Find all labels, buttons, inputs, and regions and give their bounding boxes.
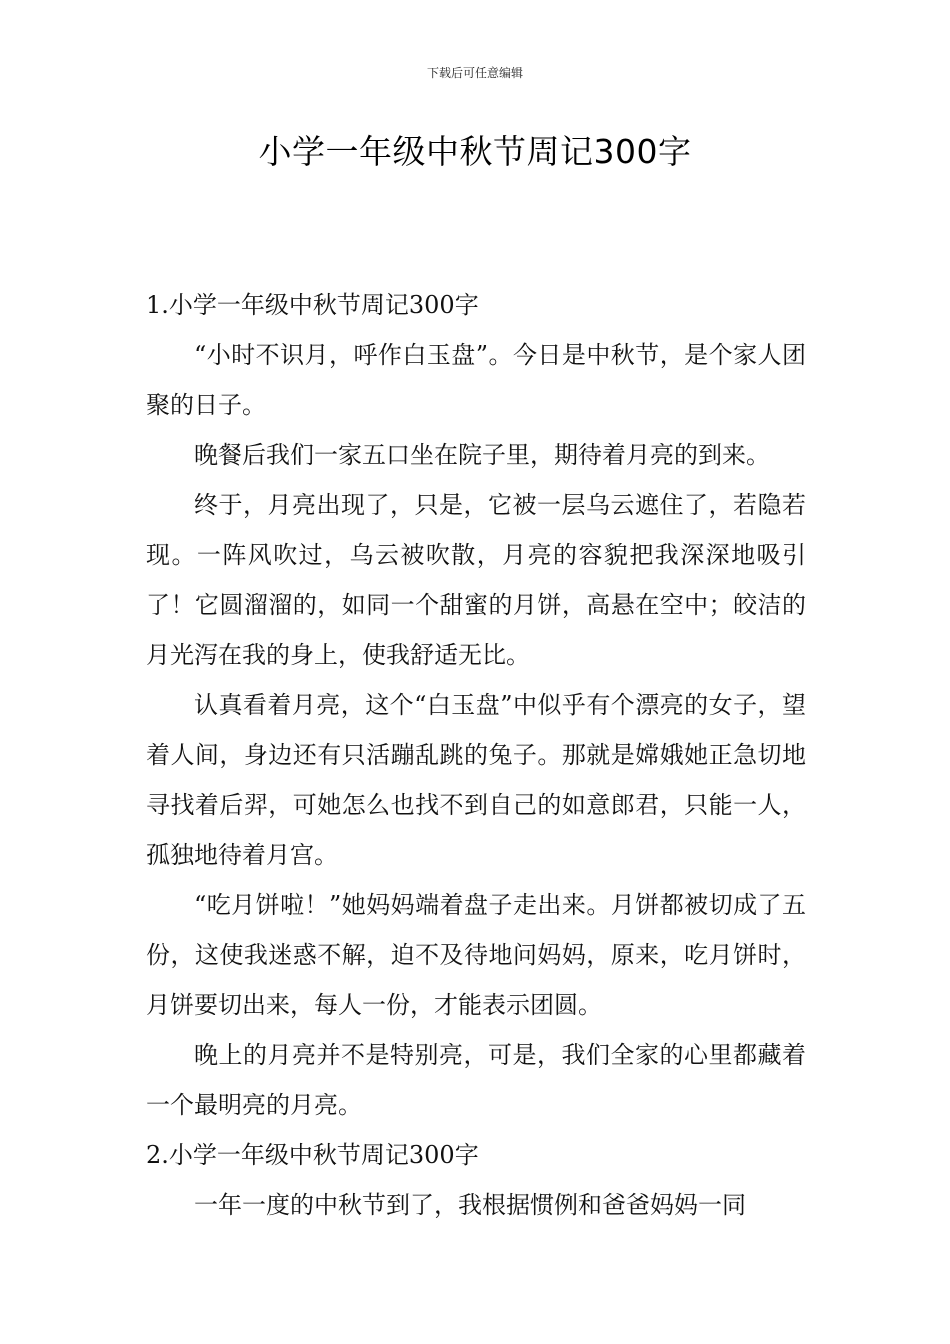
paragraph: 终于，月亮出现了，只是，它被一层乌云遮住了，若隐若现。一阵风吹过，乌云被吹散，月亮的容貌把我深深地吸引了！它圆溜溜的，如同一个甜蜜的月饼，高悬在空中；皎洁的月光泻在我的身上，使我舒适无比。 xyxy=(146,491,806,669)
paragraph: “吃月饼啦！”她妈妈端着盘子走出来。月饼都被切成了五份，这使我迷惑不解，迫不及待地问妈妈，原来，吃月饼时，月饼要切出来，每人一份，才能表示团圆。 xyxy=(146,891,806,1019)
document-title: 小学一年级中秋节周记300字 xyxy=(258,132,692,171)
paragraph: 认真看着月亮，这个“白玉盘”中似乎有个漂亮的女子，望着人间，身边还有只活蹦乱跳的兔子。那就是嫦娥她正急切地寻找着后羿，可她怎么也找不到自己的如意郎君，只能一人，孤独地待着月宫。 xyxy=(146,691,806,869)
paragraph: “小时不识月，呼作白玉盘”。今日是中秋节，是个家人团聚的日子。 xyxy=(146,341,806,419)
paragraph: 晚餐后我们一家五口坐在院子里，期待着月亮的到来。 xyxy=(194,441,770,469)
section-heading-2: 2.小学一年级中秋节周记300字 xyxy=(146,1141,479,1169)
header-note: 下载后可任意编辑 xyxy=(426,66,523,80)
document-body xyxy=(146,280,806,1230)
section-heading-1: 1.小学一年级中秋节周记300字 xyxy=(146,291,479,319)
paragraph: 一年一度的中秋节到了，我根据惯例和爸爸妈妈一同 xyxy=(194,1191,746,1219)
paragraph: 晚上的月亮并不是特别亮，可是，我们全家的心里都藏着一个最明亮的月亮。 xyxy=(146,1041,806,1119)
